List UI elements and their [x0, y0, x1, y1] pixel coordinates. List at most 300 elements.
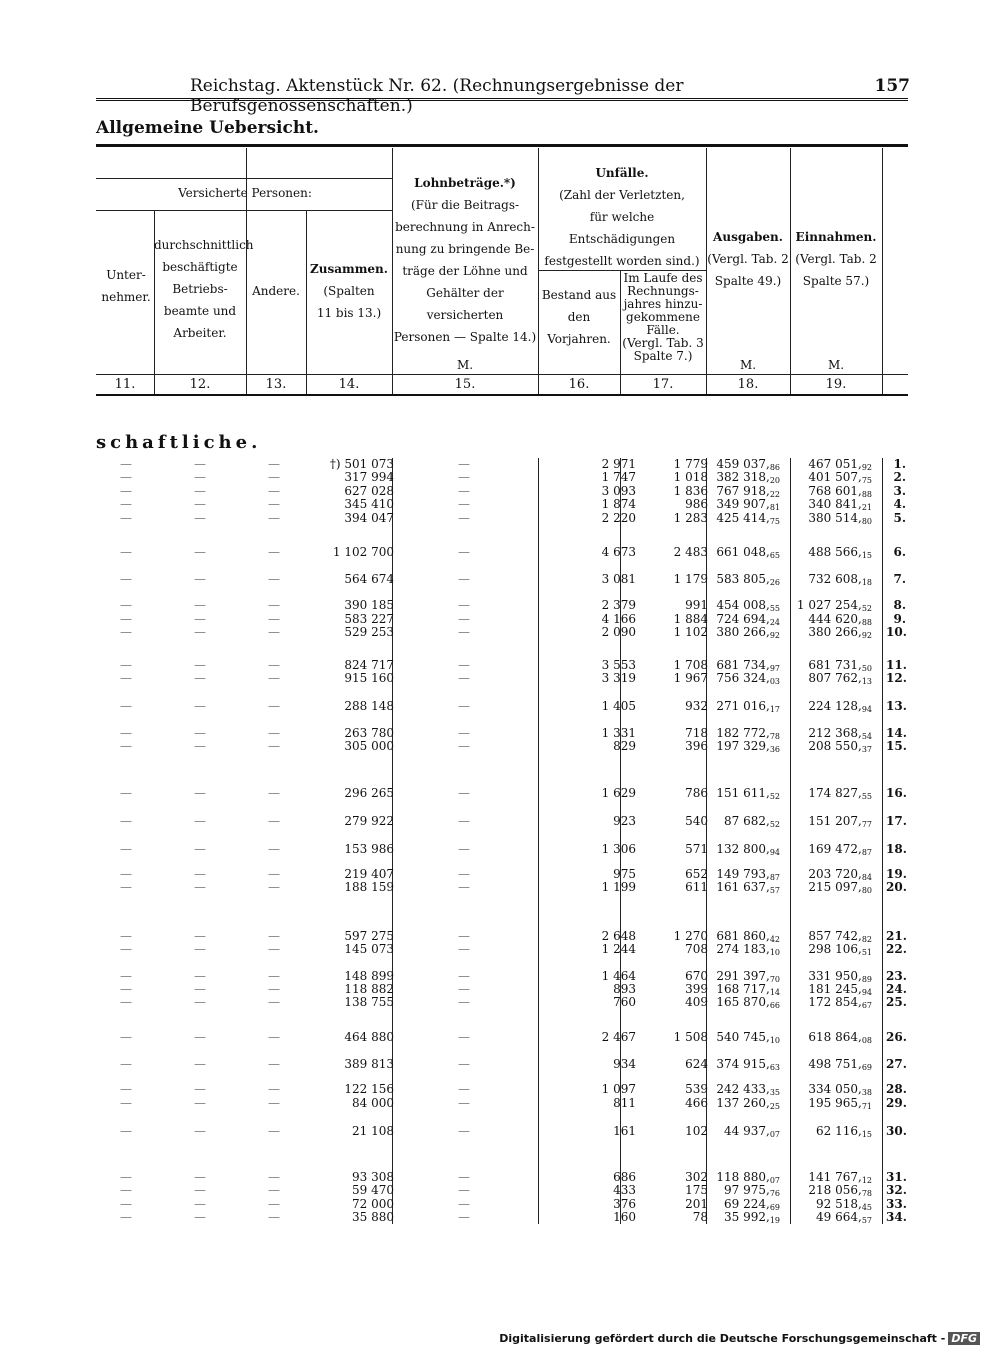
einnahmen-pfennig: 77 — [861, 820, 872, 829]
beschaeftigte-cell: — — [194, 625, 206, 639]
einnahmen-mark: 218 056, — [808, 1183, 862, 1197]
unternehmer-cell: — — [120, 511, 132, 525]
beschaeftigte-cell: — — [194, 942, 206, 956]
im-laufe-cell: 986 — [685, 497, 708, 511]
header-lohn-unit: M. — [456, 358, 474, 372]
andere-cell: — — [268, 969, 280, 983]
beschaeftigte-cell: — — [194, 671, 206, 685]
bestand-cell: 1 097 — [601, 1082, 636, 1096]
ausgaben-pfennig: 87 — [769, 873, 780, 882]
andere-cell: — — [268, 484, 280, 498]
header-zusammen: Zusammen. (Spalten 11 bis 13.) — [310, 262, 388, 320]
table-row — [96, 1125, 908, 1138]
ausgaben-pfennig: 20 — [769, 476, 780, 485]
unternehmer-cell: — — [120, 484, 132, 498]
einnahmen-pfennig: 12 — [861, 1176, 872, 1185]
beschaeftigte-cell: — — [194, 1197, 206, 1211]
einnahmen-pfennig: 18 — [861, 578, 872, 587]
ausgaben-pfennig: 42 — [769, 935, 780, 944]
einnahmen-mark: 401 507, — [808, 470, 862, 484]
ausgaben-mark: 87 682, — [724, 814, 770, 828]
einnahmen-pfennig: 50 — [861, 664, 872, 673]
row-number: 22. — [886, 942, 907, 956]
einnahmen-pfennig: 57 — [861, 1216, 872, 1225]
einnahmen-pfennig: 78 — [861, 1189, 872, 1198]
zusammen-cell: 188 159 — [344, 880, 394, 894]
beschaeftigte-cell: — — [194, 1030, 206, 1044]
row-number: 25. — [886, 995, 907, 1009]
andere-cell: — — [268, 511, 280, 525]
ausgaben-pfennig: 70 — [769, 975, 780, 984]
ausgaben-mark: 137 260, — [716, 1096, 770, 1110]
ausgaben-pfennig: 76 — [769, 1189, 780, 1198]
ausgaben-mark: 44 937, — [724, 1124, 770, 1138]
andere-cell: — — [268, 982, 280, 996]
einnahmen-mark: 334 050, — [808, 1082, 862, 1096]
ausgaben-mark: 118 880, — [716, 1170, 770, 1184]
zusammen-cell: 148 899 — [344, 969, 394, 983]
einnahmen-mark: 212 368, — [808, 726, 862, 740]
einnahmen-pfennig: 52 — [861, 604, 872, 613]
unternehmer-cell: — — [120, 470, 132, 484]
lohnbetraege-cell: — — [458, 545, 470, 559]
im-laufe-cell: 786 — [685, 786, 708, 800]
header-andere: Andere. — [252, 284, 300, 298]
header-vline — [882, 148, 883, 394]
im-laufe-cell: 466 — [685, 1096, 708, 1110]
lohnbetraege-cell: — — [458, 842, 470, 856]
table-row — [96, 983, 908, 996]
im-laufe-cell: 78 — [692, 1210, 708, 1224]
einnahmen-cell — [808, 700, 872, 716]
lohnbetraege-cell: — — [458, 726, 470, 740]
table-row — [96, 930, 908, 943]
einnahmen-cell — [808, 881, 872, 897]
lohnbetraege-cell: — — [458, 457, 470, 471]
running-header — [190, 76, 910, 116]
andere-cell: — — [268, 612, 280, 626]
bestand-cell: 760 — [613, 995, 636, 1009]
lohnbetraege-cell: — — [458, 982, 470, 996]
bestand-cell: 1 629 — [601, 786, 636, 800]
lohnbetraege-cell: — — [458, 1183, 470, 1197]
bestand-cell: 161 — [613, 1124, 636, 1138]
einnahmen-mark: 298 106, — [808, 942, 862, 956]
ausgaben-pfennig: 55 — [769, 604, 780, 613]
zusammen-cell: 394 047 — [344, 511, 394, 525]
beschaeftigte-cell: — — [194, 1183, 206, 1197]
lohnbetraege-cell: — — [458, 625, 470, 639]
ausgaben-mark: 724 694, — [716, 612, 770, 626]
zusammen-cell: 153 986 — [344, 842, 394, 856]
andere-cell: — — [268, 814, 280, 828]
im-laufe-cell: 175 — [685, 1183, 708, 1197]
ausgaben-mark: 291 397, — [716, 969, 770, 983]
zusammen-cell: 464 880 — [344, 1030, 394, 1044]
andere-cell: — — [268, 598, 280, 612]
beschaeftigte-cell: — — [194, 842, 206, 856]
im-laufe-cell: 932 — [685, 699, 708, 713]
andere-cell: — — [268, 658, 280, 672]
ausgaben-pfennig: 97 — [769, 664, 780, 673]
lohnbetraege-cell: — — [458, 612, 470, 626]
einnahmen-cell — [808, 943, 872, 959]
einnahmen-mark: 195 965, — [808, 1096, 862, 1110]
ausgaben-mark: 382 318, — [716, 470, 770, 484]
andere-cell: — — [268, 1170, 280, 1184]
andere-cell: — — [268, 470, 280, 484]
row-number: 23. — [886, 969, 907, 983]
einnahmen-cell — [808, 843, 872, 859]
bestand-cell: 2 220 — [601, 511, 636, 525]
zusammen-cell: 915 160 — [344, 671, 394, 685]
ausgaben-pfennig: 14 — [769, 988, 780, 997]
einnahmen-pfennig: 87 — [861, 848, 872, 857]
im-laufe-cell: 718 — [685, 726, 708, 740]
table-row — [96, 1171, 908, 1184]
im-laufe-cell: 1 270 — [673, 929, 708, 943]
ausgaben-pfennig: 07 — [769, 1176, 780, 1185]
lohnbetraege-cell: — — [458, 1210, 470, 1224]
unternehmer-cell: — — [120, 1030, 132, 1044]
einnahmen-mark: 331 950, — [808, 969, 862, 983]
unternehmer-cell: — — [120, 786, 132, 800]
andere-cell: — — [268, 625, 280, 639]
row-number: 34. — [886, 1210, 907, 1224]
beschaeftigte-cell: — — [194, 1210, 206, 1224]
ausgaben-mark: 168 717, — [716, 982, 770, 996]
row-number: 11. — [886, 658, 907, 672]
table-row — [96, 1083, 908, 1096]
column-number: 16. — [568, 377, 590, 392]
im-laufe-cell: 611 — [685, 880, 708, 894]
bestand-cell: 1 331 — [601, 726, 636, 740]
bestand-cell: 2 090 — [601, 625, 636, 639]
lohnbetraege-cell: — — [458, 1057, 470, 1071]
einnahmen-mark: 380 514, — [808, 511, 862, 525]
lohnbetraege-cell: — — [458, 699, 470, 713]
beschaeftigte-cell: — — [194, 1124, 206, 1138]
einnahmen-pfennig: 21 — [861, 503, 872, 512]
im-laufe-cell: 409 — [685, 995, 708, 1009]
beschaeftigte-cell: — — [194, 867, 206, 881]
running-title: Reichstag. Aktenstück Nr. 62. (Rechnungsergebnisse der Berufsgenossenschaften.) — [190, 76, 684, 116]
im-laufe-cell: 1 884 — [673, 612, 708, 626]
beschaeftigte-cell: — — [194, 1057, 206, 1071]
lohnbetraege-cell: — — [458, 572, 470, 586]
einnahmen-pfennig: 94 — [861, 988, 872, 997]
table-row — [96, 471, 908, 484]
einnahmen-cell — [808, 626, 872, 642]
header-einnahmen-unit: M. — [827, 358, 845, 372]
einnahmen-mark: 857 742, — [808, 929, 862, 943]
unternehmer-cell: — — [120, 497, 132, 511]
im-laufe-cell: 652 — [685, 867, 708, 881]
unternehmer-cell: — — [120, 612, 132, 626]
bestand-cell: 1 244 — [601, 942, 636, 956]
andere-cell: — — [268, 1096, 280, 1110]
page-subtitle: Allgemeine Uebersicht. — [96, 118, 319, 138]
zusammen-cell: 317 994 — [344, 470, 394, 484]
einnahmen-mark: 444 620, — [808, 612, 862, 626]
einnahmen-pfennig: 92 — [861, 631, 872, 640]
im-laufe-cell: 1 283 — [673, 511, 708, 525]
column-number: 18. — [737, 377, 759, 392]
lohnbetraege-cell: — — [458, 929, 470, 943]
einnahmen-pfennig: 13 — [861, 677, 872, 686]
zusammen-cell: 1 102 700 — [332, 545, 394, 559]
row-number: 24. — [886, 982, 907, 996]
ausgaben-cell — [716, 573, 780, 589]
beschaeftigte-cell: — — [194, 880, 206, 894]
einnahmen-mark: 172 854, — [808, 995, 862, 1009]
unternehmer-cell: — — [120, 942, 132, 956]
lohnbetraege-cell: — — [458, 867, 470, 881]
im-laufe-cell: 102 — [685, 1124, 708, 1138]
beschaeftigte-cell: — — [194, 572, 206, 586]
row-number: 4. — [893, 497, 906, 511]
unternehmer-cell: — — [120, 598, 132, 612]
im-laufe-cell: 708 — [685, 942, 708, 956]
im-laufe-cell: 1 018 — [673, 470, 708, 484]
bestand-cell: 3 553 — [601, 658, 636, 672]
table-row — [96, 573, 908, 586]
header-ausgaben-unit: M. — [739, 358, 757, 372]
lohnbetraege-cell: — — [458, 880, 470, 894]
bestand-cell: 160 — [613, 1210, 636, 1224]
ausgaben-mark: 425 414, — [716, 511, 770, 525]
im-laufe-cell: 302 — [685, 1170, 708, 1184]
beschaeftigte-cell: — — [194, 982, 206, 996]
im-laufe-cell: 670 — [685, 969, 708, 983]
table-top-rule — [96, 144, 908, 147]
table-header-bottom-rule — [96, 394, 908, 396]
einnahmen-pfennig: 45 — [861, 1203, 872, 1212]
einnahmen-cell — [808, 672, 872, 688]
einnahmen-pfennig: 71 — [861, 1102, 872, 1111]
einnahmen-cell — [808, 815, 872, 831]
unternehmer-cell: — — [120, 982, 132, 996]
ausgaben-pfennig: 57 — [769, 886, 780, 895]
ausgaben-cell — [716, 672, 780, 688]
andere-cell: — — [268, 1197, 280, 1211]
einnahmen-cell — [816, 1125, 872, 1141]
beschaeftigte-cell: — — [194, 1082, 206, 1096]
zusammen-cell: 627 028 — [344, 484, 394, 498]
section-label: schaftliche. — [96, 432, 262, 453]
ausgaben-mark: 454 008, — [716, 598, 770, 612]
im-laufe-cell: 201 — [685, 1197, 708, 1211]
lohnbetraege-cell: — — [458, 814, 470, 828]
table-row — [96, 1184, 908, 1197]
beschaeftigte-cell: — — [194, 699, 206, 713]
bestand-cell: 4 166 — [601, 612, 636, 626]
ausgaben-mark: 132 800, — [716, 842, 770, 856]
andere-cell: — — [268, 867, 280, 881]
beschaeftigte-cell: — — [194, 969, 206, 983]
einnahmen-mark: 215 097, — [808, 880, 862, 894]
ausgaben-pfennig: 94 — [769, 848, 780, 857]
einnahmen-cell — [808, 1058, 872, 1074]
einnahmen-cell — [808, 546, 872, 562]
ausgaben-mark: 35 992, — [724, 1210, 770, 1224]
footer-credit — [499, 1332, 980, 1345]
row-number: 33. — [886, 1197, 907, 1211]
zusammen-cell: 583 227 — [344, 612, 394, 626]
andere-cell: — — [268, 497, 280, 511]
im-laufe-cell: 1 508 — [673, 1030, 708, 1044]
ausgaben-cell — [716, 1097, 780, 1113]
ausgaben-cell — [716, 996, 780, 1012]
ausgaben-pfennig: 10 — [769, 948, 780, 957]
row-number: 18. — [886, 842, 907, 856]
ausgaben-pfennig: 66 — [769, 1001, 780, 1010]
unternehmer-cell: — — [120, 929, 132, 943]
einnahmen-mark: 208 550, — [808, 739, 862, 753]
row-number: 30. — [886, 1124, 907, 1138]
ausgaben-pfennig: 52 — [769, 820, 780, 829]
zusammen-cell: 219 407 — [344, 867, 394, 881]
unternehmer-cell: — — [120, 814, 132, 828]
ausgaben-mark: 274 183, — [716, 942, 770, 956]
column-number: 19. — [825, 377, 847, 392]
unternehmer-cell: — — [120, 1082, 132, 1096]
column-number: 12. — [189, 377, 211, 392]
beschaeftigte-cell: — — [194, 726, 206, 740]
ausgaben-cell — [716, 843, 780, 859]
table-row — [96, 727, 908, 740]
zusammen-cell: 138 755 — [344, 995, 394, 1009]
zusammen-cell: †) 501 073 — [329, 457, 394, 471]
zusammen-cell: 390 185 — [344, 598, 394, 612]
beschaeftigte-cell: — — [194, 598, 206, 612]
lohnbetraege-cell: — — [458, 739, 470, 753]
beschaeftigte-cell: — — [194, 814, 206, 828]
zusammen-cell: 145 073 — [344, 942, 394, 956]
unternehmer-cell: — — [120, 658, 132, 672]
ausgaben-cell — [716, 787, 780, 803]
einnahmen-pfennig: 38 — [861, 1088, 872, 1097]
unternehmer-cell: — — [120, 572, 132, 586]
einnahmen-pfennig: 92 — [861, 463, 872, 472]
im-laufe-cell: 1 967 — [673, 671, 708, 685]
unternehmer-cell: — — [120, 1124, 132, 1138]
unternehmer-cell: — — [120, 1197, 132, 1211]
lohnbetraege-cell: — — [458, 1170, 470, 1184]
einnahmen-mark: 380 266, — [808, 625, 862, 639]
table-row — [96, 881, 908, 894]
einnahmen-pfennig: 67 — [861, 1001, 872, 1010]
zusammen-cell: 118 882 — [344, 982, 394, 996]
beschaeftigte-cell: — — [194, 470, 206, 484]
header-unfaelle: Unfälle. (Zahl der Verletzten, für welche Entschädigungen festgestellt worden sind.) — [544, 166, 700, 268]
header-rule — [96, 98, 908, 101]
table-row — [96, 485, 908, 498]
unternehmer-cell: — — [120, 457, 132, 471]
ausgaben-mark: 459 037, — [716, 457, 770, 471]
table-row — [96, 943, 908, 956]
ausgaben-cell — [716, 512, 780, 528]
zusammen-cell: 35 880 — [352, 1210, 394, 1224]
table-row — [96, 672, 908, 685]
column-number: 17. — [652, 377, 674, 392]
beschaeftigte-cell: — — [194, 545, 206, 559]
table-row — [96, 970, 908, 983]
row-number: 15. — [886, 739, 907, 753]
einnahmen-cell — [816, 1211, 872, 1227]
row-number: 28. — [886, 1082, 907, 1096]
ausgaben-cell — [716, 626, 780, 642]
andere-cell: — — [268, 572, 280, 586]
lohnbetraege-cell: — — [458, 598, 470, 612]
ausgaben-mark: 161 637, — [716, 880, 770, 894]
header-im-laufe: Im Laufe des Rechnungs- jahres hinzu- gekommene Fälle. (Vergl. Tab. 3 Spalte 7.) — [622, 271, 704, 363]
zusammen-cell: 824 717 — [344, 658, 394, 672]
im-laufe-cell: 1 708 — [673, 658, 708, 672]
einnahmen-mark: 681 731, — [808, 658, 862, 672]
andere-cell: — — [268, 1183, 280, 1197]
lohnbetraege-cell: — — [458, 671, 470, 685]
andere-cell: — — [268, 1057, 280, 1071]
im-laufe-cell: 2 483 — [673, 545, 708, 559]
beschaeftigte-cell: — — [194, 739, 206, 753]
table-row — [96, 1211, 908, 1224]
andere-cell: — — [268, 942, 280, 956]
andere-cell: — — [268, 786, 280, 800]
ausgaben-pfennig: 24 — [769, 618, 780, 627]
einnahmen-mark: 203 720, — [808, 867, 862, 881]
row-number: 16. — [886, 786, 907, 800]
table-row — [96, 1198, 908, 1211]
zusammen-cell: 564 674 — [344, 572, 394, 586]
andere-cell: — — [268, 726, 280, 740]
zusammen-cell: 263 780 — [344, 726, 394, 740]
andere-cell: — — [268, 1082, 280, 1096]
andere-cell: — — [268, 671, 280, 685]
lohnbetraege-cell: — — [458, 1124, 470, 1138]
table-row — [96, 1031, 908, 1044]
table-row — [96, 458, 908, 471]
row-number: 1. — [893, 457, 906, 471]
lohnbetraege-cell: — — [458, 1197, 470, 1211]
einnahmen-mark: 49 664, — [816, 1210, 862, 1224]
table-row — [96, 599, 908, 612]
einnahmen-mark: 807 762, — [808, 671, 862, 685]
dfg-logo: DFG — [948, 1332, 980, 1345]
einnahmen-cell — [808, 512, 872, 528]
table-row — [96, 740, 908, 753]
andere-cell: — — [268, 995, 280, 1009]
ausgaben-cell — [716, 881, 780, 897]
header-unternehmer: Unter- nehmer. — [101, 268, 151, 304]
einnahmen-pfennig: 75 — [861, 476, 872, 485]
einnahmen-mark: 141 767, — [808, 1170, 862, 1184]
unternehmer-cell: — — [120, 699, 132, 713]
zusammen-cell: 93 308 — [352, 1170, 394, 1184]
row-number: 14. — [886, 726, 907, 740]
einnahmen-mark: 174 827, — [808, 786, 862, 800]
ausgaben-pfennig: 19 — [769, 1216, 780, 1225]
einnahmen-pfennig: 84 — [861, 873, 872, 882]
zusammen-cell: 84 000 — [352, 1096, 394, 1110]
andere-cell: — — [268, 1124, 280, 1138]
ausgaben-mark: 165 870, — [716, 995, 770, 1009]
header-persons-group: Versicherte Personen: — [178, 186, 312, 200]
header-beschaeftigte: durchschnittlich beschäftigte Betriebs- beamte und Arbeiter. — [154, 238, 254, 340]
row-number: 20. — [886, 880, 907, 894]
zusammen-cell: 288 148 — [344, 699, 394, 713]
ausgaben-pfennig: 26 — [769, 578, 780, 587]
